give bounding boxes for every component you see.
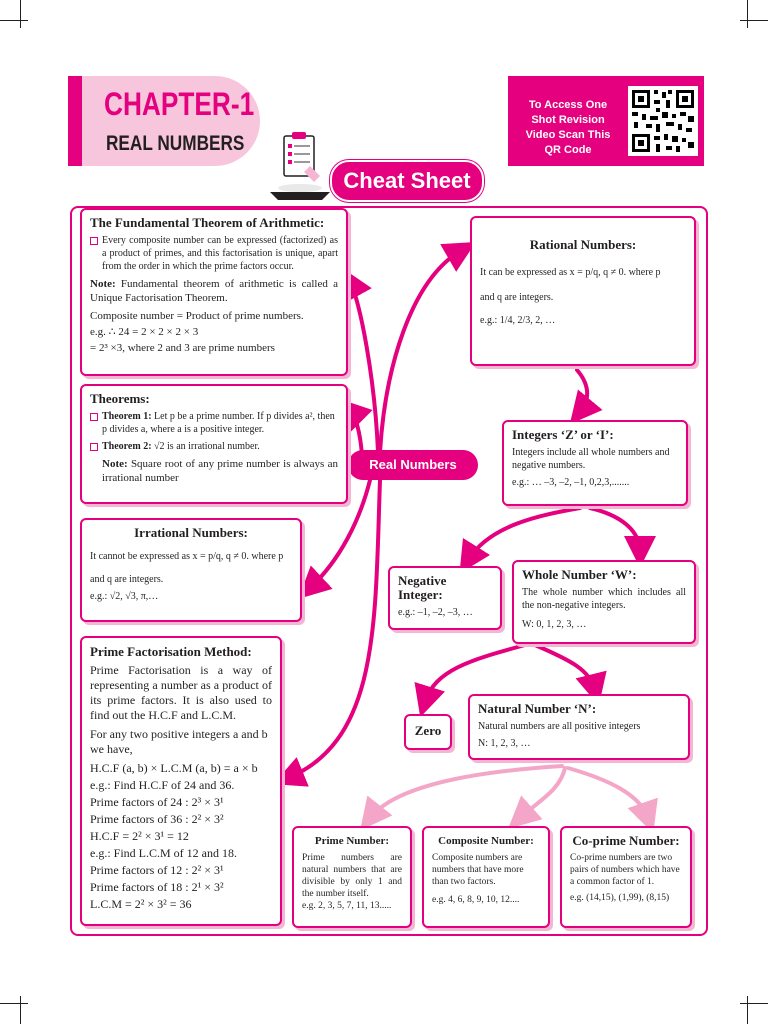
integers-box bbox=[502, 420, 688, 506]
qr-caption: To Access One Shot Revision Video Scan This QR Code bbox=[525, 99, 611, 156]
whole-number-box bbox=[512, 560, 696, 644]
composite-example: e.g. 4, 6, 8, 9, 10, 12.... bbox=[432, 895, 520, 905]
prime-fact-line: For any two positive integers a and b we have, bbox=[90, 727, 268, 756]
coprime-example: e.g. (14,15), (1,99), (8,15) bbox=[570, 893, 670, 903]
natural-desc: Natural numbers are all positive integers bbox=[478, 721, 641, 732]
prime-fact-line: Prime factors of 18 : 2¹ × 3² bbox=[90, 880, 224, 894]
theorems-note-label: Note: bbox=[102, 458, 128, 470]
cheat-sheet-banner: Cheat Sheet bbox=[330, 160, 484, 202]
composite-title: Composite Number: bbox=[438, 835, 534, 847]
real-numbers-hub: Real Numbers bbox=[348, 450, 478, 480]
prime-fact-line: Prime factors of 24 : 2³ × 3¹ bbox=[90, 795, 224, 809]
rational-example: e.g.: 1/4, 2/3, 2, … bbox=[480, 315, 556, 326]
theorem-2-label: Theorem 2: bbox=[102, 441, 152, 452]
fta-line: e.g. ∴ 24 = 2 × 2 × 2 × 3 bbox=[90, 326, 199, 338]
integers-example: e.g.: … –3, –2, –1, 0,2,3,....... bbox=[512, 477, 630, 488]
theorems-note bbox=[90, 457, 338, 485]
prime-fact-line: H.C.F = 2² × 3¹ = 12 bbox=[90, 829, 189, 843]
rational-title: Rational Numbers: bbox=[529, 237, 637, 252]
prime-fact-line: e.g.: Find L.C.M of 12 and 18. bbox=[90, 846, 237, 860]
prime-fact-line: e.g.: Find H.C.F of 24 and 36. bbox=[90, 778, 235, 792]
integers-desc: Integers include all whole numbers and negative numbers. bbox=[512, 447, 670, 471]
composite-desc: Composite numbers are numbers that have more than two factors. bbox=[432, 853, 524, 887]
zero-label: Zero bbox=[414, 723, 442, 738]
natural-title: Natural Number ‘N’: bbox=[478, 701, 597, 716]
prime-factorisation-box bbox=[80, 636, 282, 926]
natural-example: N: 1, 2, 3, … bbox=[478, 738, 531, 749]
irrational-line: and q are integers. bbox=[90, 574, 164, 585]
fta-note-label: Note: bbox=[90, 278, 116, 290]
prime-number-desc: Prime numbers are natural numbers that are divisible by only 1 and the number itself. bbox=[302, 853, 402, 899]
integers-title: Integers ‘Z’ or ‘I’: bbox=[512, 427, 614, 442]
whole-example: W: 0, 1, 2, 3, … bbox=[522, 619, 587, 630]
prime-fact-line: L.C.M = 2² × 3² = 36 bbox=[90, 897, 192, 911]
fta-note-text: Fundamental theorem of arithmetic is called a Unique Factorisation Theorem. bbox=[90, 278, 338, 304]
theorems-title: Theorems: bbox=[90, 391, 150, 406]
fta-note bbox=[90, 277, 338, 305]
natural-number-box bbox=[468, 694, 690, 760]
prime-fact-title: Prime Factorisation Method: bbox=[90, 644, 252, 659]
fta-line: Composite number = Product of prime numbers. bbox=[90, 310, 304, 322]
prime-number-example: e.g. 2, 3, 5, 7, 11, 13..... bbox=[302, 901, 392, 911]
theorem-1-text: Let p be a prime number. If p divides a², then p divides a, where a is a positive integer. bbox=[102, 411, 335, 435]
coprime-title: Co-prime Number: bbox=[572, 833, 680, 848]
rational-line: and q are integers. bbox=[480, 292, 554, 303]
irrational-example: e.g.: √2, √3, π,… bbox=[90, 591, 159, 602]
negative-title: Negative Integer: bbox=[398, 573, 447, 602]
negative-integer-box bbox=[388, 566, 502, 630]
fundamental-theorem-box bbox=[80, 208, 348, 376]
theorems-box bbox=[80, 384, 348, 504]
whole-desc: The whole number which includes all the non-negative integers. bbox=[522, 587, 686, 611]
chapter-title: CHAPTER-1 bbox=[104, 86, 255, 122]
prime-fact-desc: Prime Factorisation is a way of representing a number as a product of its prime factors. It is also used to find out the H.C.F and L.C.M. bbox=[90, 663, 272, 722]
theorem-1 bbox=[90, 410, 338, 436]
fta-bullet: Every composite number can be expressed (factorized) as a product of primes, and this factorisation is unique, apart from the order in which the prime factors occur. bbox=[90, 234, 338, 273]
prime-number-box bbox=[292, 826, 412, 928]
rational-numbers-box bbox=[470, 216, 696, 366]
prime-number-title: Prime Number: bbox=[314, 835, 390, 847]
theorem-2 bbox=[90, 440, 338, 453]
zero-box bbox=[404, 714, 452, 750]
irrational-title: Irrational Numbers: bbox=[134, 525, 248, 540]
fta-line: = 2³ ×3, where 2 and 3 are prime numbers bbox=[90, 342, 275, 354]
prime-fact-line: Prime factors of 12 : 2² × 3¹ bbox=[90, 863, 224, 877]
theorem-1-label: Theorem 1: bbox=[102, 411, 152, 422]
theorems-note-text: Square root of any prime number is always an irrational number bbox=[102, 458, 338, 484]
rational-line: It can be expressed as x = p/q, q ≠ 0. where p bbox=[480, 267, 661, 278]
coprime-desc: Co-prime numbers are two pairs of numbers which have a common factor of 1. bbox=[570, 853, 680, 887]
composite-number-box bbox=[422, 826, 550, 928]
coprime-number-box bbox=[560, 826, 692, 928]
prime-fact-line: H.C.F (a, b) × L.C.M (a, b) = a × b bbox=[90, 761, 258, 775]
theorem-2-text: √2 is an irrational number. bbox=[154, 441, 260, 452]
irrational-line: It cannot be expressed as x = p/q, q ≠ 0. where p bbox=[90, 551, 284, 562]
chapter-subtitle: REAL NUMBERS bbox=[106, 132, 245, 155]
prime-fact-line: Prime factors of 36 : 2² × 3² bbox=[90, 812, 224, 826]
fta-title: The Fundamental Theorem of Arithmetic: bbox=[90, 215, 325, 230]
negative-example: e.g.: –1, –2, –3, … bbox=[398, 607, 473, 618]
whole-title: Whole Number ‘W’: bbox=[522, 567, 637, 582]
irrational-numbers-box bbox=[80, 518, 302, 622]
